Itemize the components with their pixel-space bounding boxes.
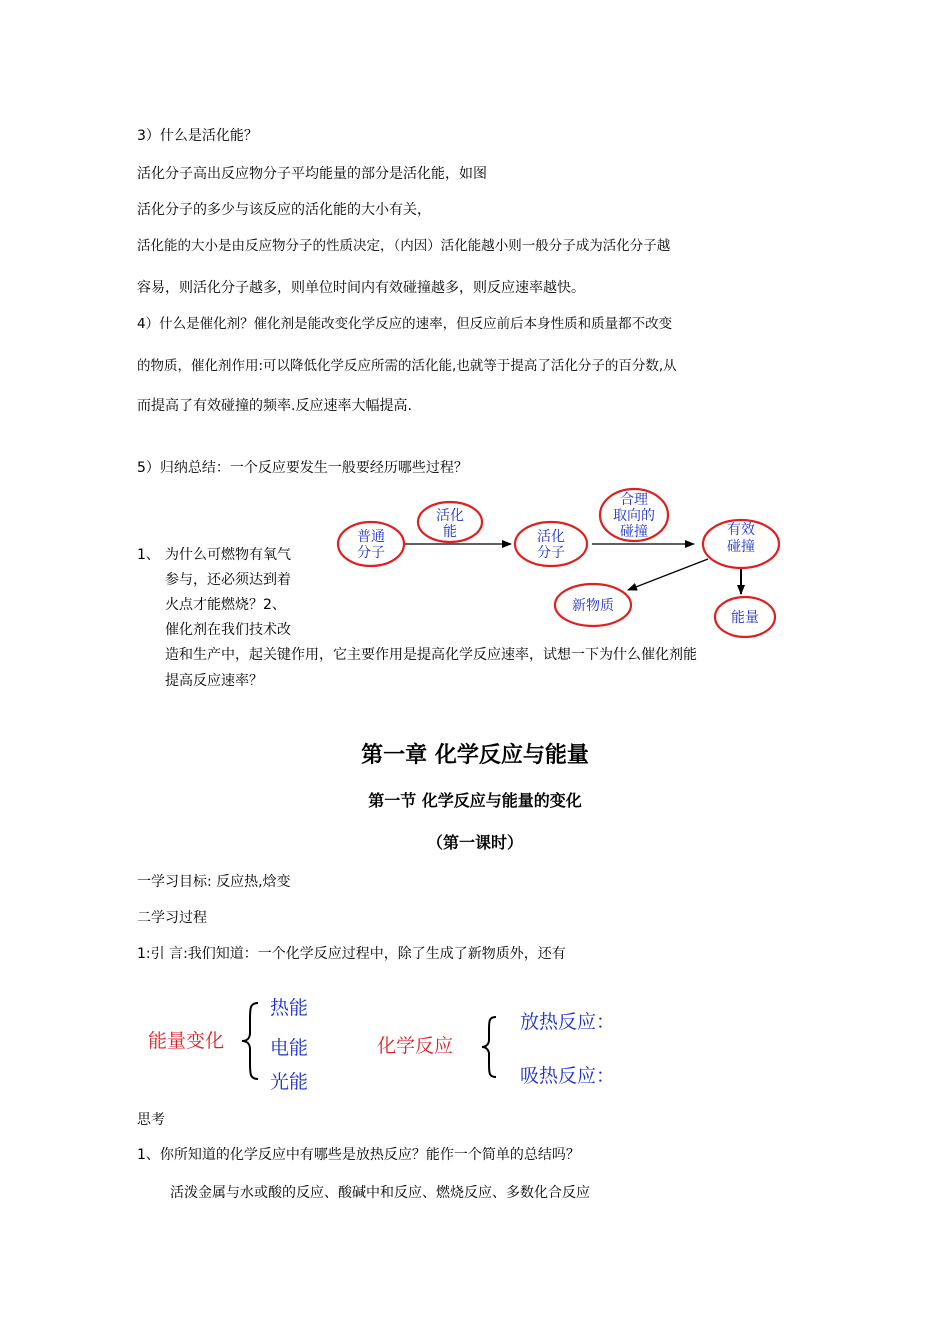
node-effective-collision xyxy=(703,520,779,568)
section3-line4: 容易，则活化分子越多，则单位时间内有效碰撞越多，则反应速率越快。 xyxy=(137,280,585,296)
svg-text:碰撞: 碰撞 xyxy=(727,539,755,555)
study-goal: 一学习目标: 反应热,焓变 xyxy=(137,874,291,890)
question1-number: 1、 xyxy=(137,547,160,563)
section3-line3: 活化能的大小是由反应物分子的性质决定，（内因）活化能越小则一般分子成为活化分子越 xyxy=(137,238,671,254)
question-line: 提高反应速率？ xyxy=(165,673,263,689)
energy-item-electric: 电能 xyxy=(270,1037,309,1059)
svg-text:能: 能 xyxy=(443,524,457,540)
node-activated-molecule xyxy=(515,522,587,566)
think-answer1: 活泼金属与水或酸的反应、酸碱中和反应、燃烧反应、多数化合反应 xyxy=(170,1185,590,1201)
node-oriented-collision xyxy=(600,489,668,541)
section4-line1: 4）什么是催化剂？催化剂是能改变化学反应的速率，但反应前后本身性质和质量都不改变 xyxy=(137,316,673,332)
question-line: 为什么可燃物有氧气 xyxy=(165,547,291,563)
chapter-title: 第一章 化学反应与能量 xyxy=(361,743,589,768)
question-line: 火点才能燃烧？2、 xyxy=(165,597,286,613)
section3-line2: 活化分子的多少与该反应的活化能的大小有关， xyxy=(137,202,431,218)
question-line: 催化剂在我们技术改 xyxy=(165,622,291,638)
arrow-effective-to-new xyxy=(628,559,708,590)
svg-text:普通: 普通 xyxy=(357,529,385,545)
question-line: 参与，还必须达到着 xyxy=(165,572,291,588)
think-question1: 1、你所知道的化学反应中有哪些是放热反应？能作一个简单的总结吗？ xyxy=(137,1147,580,1163)
svg-text:碰撞: 碰撞 xyxy=(620,524,648,540)
section4-line2: 的物质，催化剂作用:可以降低化学反应所需的活化能,也就等于提高了活化分子的百分数,从 xyxy=(137,358,677,374)
section3-heading: 3）什么是活化能？ xyxy=(137,128,258,144)
think-heading: 思考 xyxy=(137,1112,165,1128)
section4-line3: 而提高了有效碰撞的频率.反应速率大幅提高. xyxy=(137,398,412,414)
question-line: 造和生产中，起关键作用，它主要作用是提高化学反应速率，试想一下为什么催化剂能 xyxy=(165,647,697,663)
node-activation-energy xyxy=(418,502,482,542)
svg-text:合理: 合理 xyxy=(620,492,648,508)
svg-text:活化: 活化 xyxy=(537,529,565,545)
reaction-brace xyxy=(478,1014,502,1080)
svg-text:新物质: 新物质 xyxy=(572,598,614,614)
chemical-reaction-label: 化学反应 xyxy=(377,1035,454,1057)
energy-brace xyxy=(238,1000,264,1082)
node-ordinary-molecule xyxy=(338,522,404,566)
exothermic-reaction: 放热反应： xyxy=(520,1011,616,1033)
svg-text:取向的: 取向的 xyxy=(613,508,655,524)
endothermic-reaction: 吸热反应： xyxy=(520,1065,616,1087)
study-process: 二学习过程 xyxy=(137,910,207,926)
svg-text:有效: 有效 xyxy=(727,522,755,538)
energy-item-light: 光能 xyxy=(270,1071,309,1093)
svg-text:分子: 分子 xyxy=(537,545,565,561)
svg-text:能量: 能量 xyxy=(731,610,759,626)
energy-change-label: 能量变化 xyxy=(148,1030,225,1052)
reaction-process-diagram xyxy=(330,485,790,645)
node-new-substance xyxy=(555,584,631,626)
section3-line1: 活化分子高出反应物分子平均能量的部分是活化能，如图 xyxy=(137,166,487,182)
lesson-title: （第一课时） xyxy=(426,833,523,852)
section-title: 第一节 化学反应与能量的变化 xyxy=(368,791,582,810)
node-energy xyxy=(715,597,775,637)
energy-item-heat: 热能 xyxy=(270,997,309,1019)
svg-text:分子: 分子 xyxy=(357,545,385,561)
svg-text:活化: 活化 xyxy=(436,508,464,524)
study-intro: 1:引 言:我们知道：一个化学反应过程中，除了生成了新物质外，还有 xyxy=(137,946,566,962)
section5-heading: 5）归纳总结：一个反应要发生一般要经历哪些过程？ xyxy=(137,460,468,476)
